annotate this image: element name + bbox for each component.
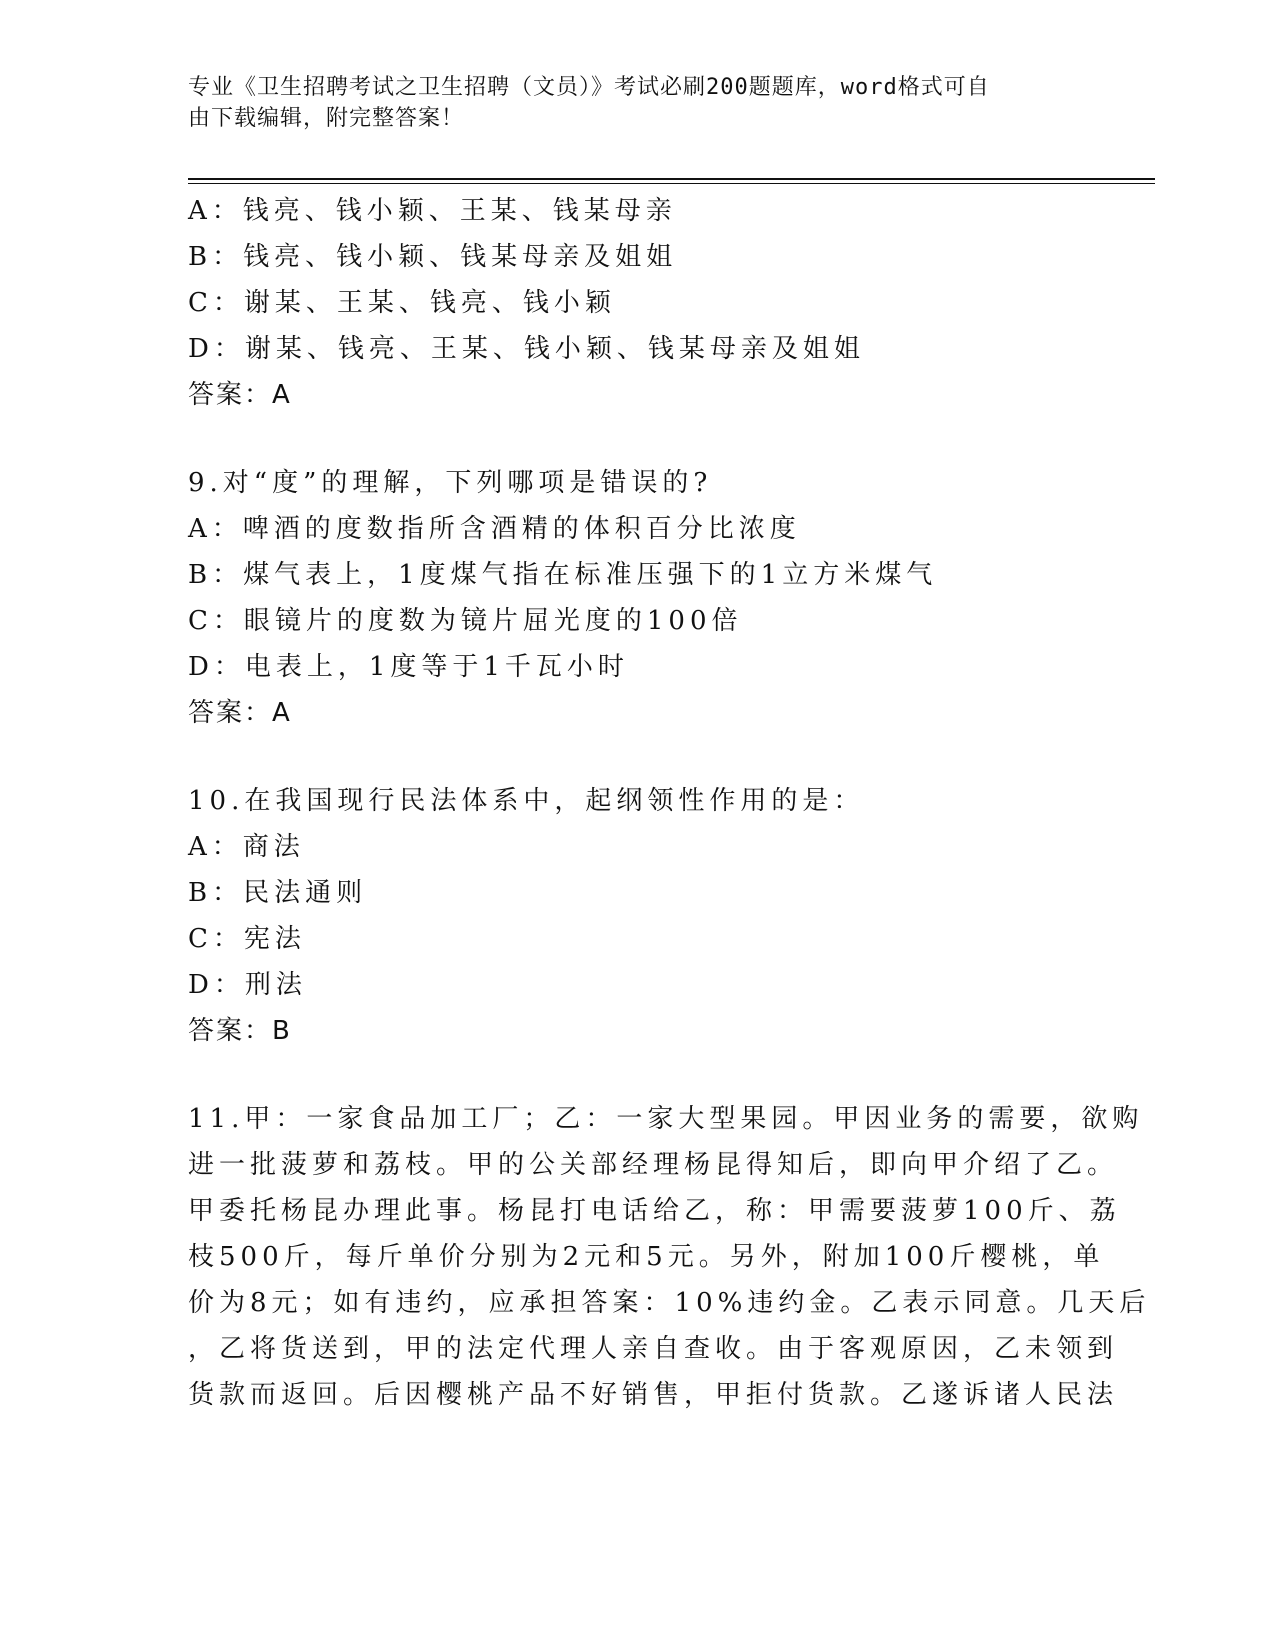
document-header xyxy=(188,72,1068,134)
header-line-1: 专业《卫生招聘考试之卫生招聘（文员）》考试必刷200题题库，word格式可自 xyxy=(188,75,990,100)
paragraph-line: 11.甲：一家食品加工厂；乙：一家大型果园。甲因业务的需要，欲购 xyxy=(188,1104,1144,1134)
option-d: D：谢某、钱亮、王某、钱小颖、钱某母亲及姐姐 xyxy=(188,334,865,364)
option-c: C：谢某、王某、钱亮、钱小颖 xyxy=(188,288,616,318)
option-b: B：民法通则 xyxy=(188,878,368,908)
question-9 xyxy=(188,460,1078,736)
option-c: C：宪法 xyxy=(188,924,306,954)
answer-line: 答案：A xyxy=(188,698,292,728)
header-line-2: 由下载编辑，附完整答案！ xyxy=(188,106,465,131)
answer-line: 答案：A xyxy=(188,380,292,410)
option-b: B：钱亮、钱小颖、钱某母亲及姐姐 xyxy=(188,242,678,272)
header-rule-thin xyxy=(188,183,1155,184)
option-d: D：刑法 xyxy=(188,970,307,1000)
paragraph-line: 进一批菠萝和荔枝。甲的公关部经理杨昆得知后，即向甲介绍了乙。 xyxy=(188,1150,1119,1180)
option-d: D：电表上，1度等于1千瓦小时 xyxy=(188,652,629,682)
option-b: B：煤气表上，1度煤气指在标准压强下的1立方米煤气 xyxy=(188,560,938,590)
answer-line: 答案：B xyxy=(188,1016,292,1046)
question-stem: 10.在我国现行民法体系中，起纲领性作用的是： xyxy=(188,786,865,816)
paragraph-line: 枝500斤，每斤单价分别为2元和5元。另外，附加100斤樱桃，单 xyxy=(188,1242,1105,1272)
header-rule-thick xyxy=(188,178,1155,180)
option-a: A：商法 xyxy=(188,832,305,862)
paragraph-line: 货款而返回。后因樱桃产品不好销售，甲拒付货款。乙遂诉诸人民法 xyxy=(188,1380,1119,1410)
option-a: A：啤酒的度数指所含酒精的体积百分比浓度 xyxy=(188,514,801,544)
option-c: C：眼镜片的度数为镜片屈光度的100倍 xyxy=(188,606,743,636)
document-body xyxy=(188,188,1151,1418)
question-stem: 9.对“度”的理解，下列哪项是错误的? xyxy=(188,468,713,498)
paragraph-line: 甲委托杨昆办理此事。杨昆打电话给乙，称：甲需要菠萝100斤、荔 xyxy=(188,1196,1121,1226)
question-11 xyxy=(188,1096,1151,1418)
option-a: A：钱亮、钱小颖、王某、钱某母亲 xyxy=(188,196,677,226)
paragraph-line: 价为8元；如有违约，应承担答案：10%违约金。乙表示同意。几天后 xyxy=(188,1288,1151,1318)
question-10 xyxy=(188,778,1078,1054)
question-8 xyxy=(188,188,1078,418)
paragraph-line: ，乙将货送到，甲的法定代理人亲自查收。由于客观原因，乙未领到 xyxy=(188,1334,1119,1364)
